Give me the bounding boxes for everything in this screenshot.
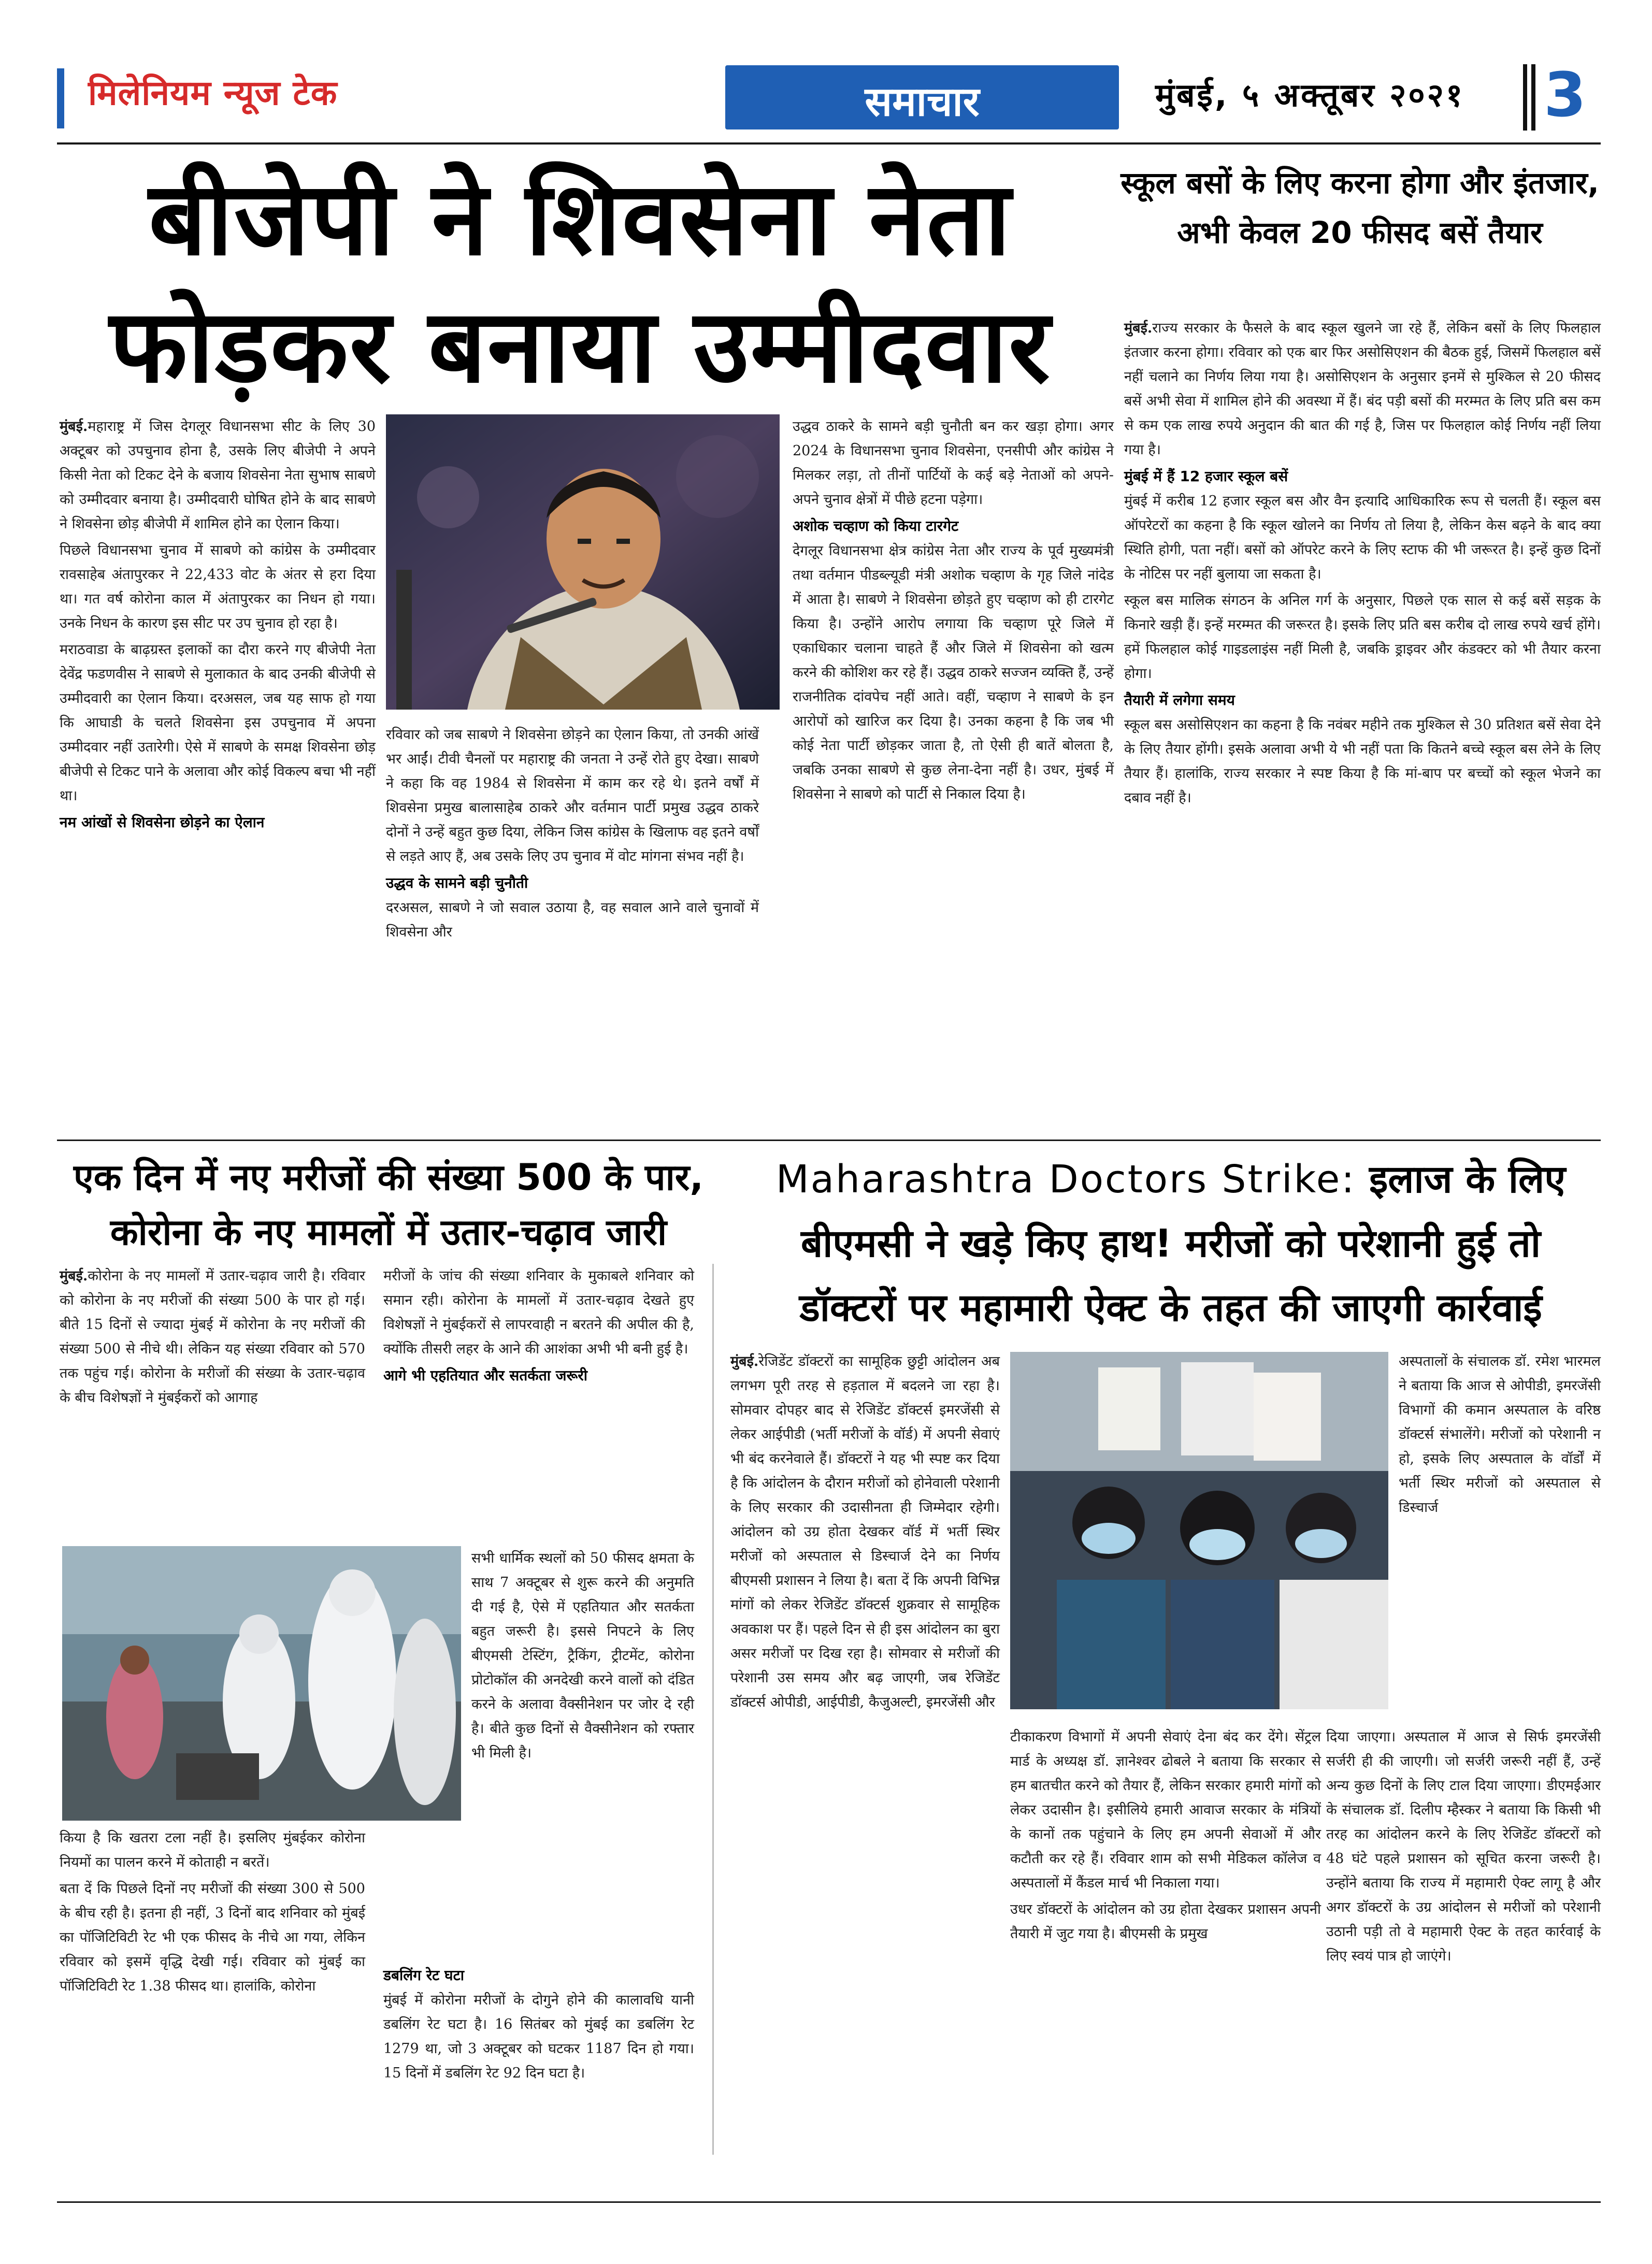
dateline: मुंबई. [1124,320,1153,336]
column-rule [712,1264,714,2155]
main-story-column-1 [60,414,376,835]
main-story-paragraph: रविवार को जब साबणे ने शिवसेना छोड़ने का ऐलान किया, तो उनकी आंखें भर आईं। टीवी चैनलों पर महाराष्ट्र की जनता ने उन्हें रोते हुए देखा। साबणे ने कहा कि वह 1984 से शिवसेना में काम कर रहे थे। इतने वर्षों में शिवसेना प्रमुख बालासाहेब ठाकरे और वर्तमान पार्टी प्रमुख उद्धव ठाकरे दोनों ने उन्हें बहुत कुछ दिया, लेकिन जिस कांग्रेस के खिलाफ वह इतने वर्षों से लड़ते आए हैं, अब उसके लिए उप चुनाव में वोट मांगना संभव नहीं है। [386,727,759,864]
main-story-paragraph: उद्धव ठाकरे के सामने बड़ी चुनौती बन कर खड़ा होगा। अगर 2024 के विधानसभा चुनाव शिवसेना, एनसीपी और कांग्रेस ने मिलकर लड़ा, तो तीनों पार्टियों के कई बड़े नेताओं को अपने-अपने चुनाव क्षेत्रों में पीछे हटना पड़ेगा। [793,419,1114,508]
covid-story-column-2b [471,1546,694,1767]
section-banner [725,65,1119,129]
strike-story-column-2 [1010,1725,1321,1948]
strike-story-paragraph: मुंबई.रेजिडेंट डॉक्टरों का सामूहिक छुट्टी आंदोलन अब लगभग पूरी तरह से हड़ताल में बदलने जा रहा है। सोमवार दोपहर बाद से रेजिडेंट डॉक्टर्स इमरजेंसी से लेकर आईपीडी (भर्ती मरीजों के वॉर्ड) में अपनी सेवाएं भी बंद करनेवाले हैं। डॉक्टरों ने यह भी स्पष्ट कर दिया है कि आंदोलन के दौरान मरीजों को होनेवाली परेशानी के लिए सरकार की उदासीनता ही जिम्मेदार रहेगी। आंदोलन को उग्र होता देखकर वॉर्ड में भर्ती स्थिर मरीजों को अस्पताल से डिस्चार्ज देने का निर्णय बीएमसी प्रशासन ने लिया है। बता दें कि अपनी विभिन्न मांगों को लेकर रेजिडेंट डॉक्टर्स शुक्रवार से सामूहिक अवकाश पर हैं। पहले दिन से ही इस आंदोलन का बुरा असर मरीजों पर दिख रहा है। सोमवार से मरीजों की परेशानी उस समय और बढ़ जाएगी, जब रेजिडेंट डॉक्टर्स ओपीडी, आईपीडी, कैजुअल्टी, इमरजेंसी और [730,1353,1000,1710]
main-story-column-2 [386,723,759,946]
strike-story-headline [736,1147,1606,1340]
strike-story-paragraph: अस्पतालों के संचालक डॉ. रमेश भारमल ने बताया कि आज से ओपीडी, इमरजेंसी विभागों की कमान अस्पताल के वरिष्ठ डॉक्टर्स संभालेंगे। मरीजों को परेशानी न हो, इसके लिए अस्पताल के वॉर्डों में भर्ती स्थिर मरीजों को अस्पताल से डिस्चार्ज [1399,1353,1601,1516]
covid-story-column-2 [383,1264,694,1388]
bus-story-body [1124,316,1601,812]
masthead-divider [57,142,1601,145]
main-story-paragraph: मराठवाडा के बाढ़ग्रस्त इलाकों का दौरा करने गए बीजेपी नेता देवेंद्र फडणवीस ने साबणे से मुलाकात के बाद उनकी बीजेपी से उम्मीदवारी का ऐलान किया। दरअसल, जब यह साफ हो गया कि आघाडी के चलते शिवसेना इस उपचुनाव में अपना उम्मीदवार नहीं उतारेगी। ऐसे में साबणे के समक्ष शिवसेना छोड़ बीजेपी से टिकट पाने के अलावा और कोई विकल्प बचा भी नहीं था। [60,642,376,804]
strike-story-column-3b [1326,1725,1601,1970]
main-story-column-3 [793,414,1114,809]
covid-story-paragraph: मुंबई.कोरोना के नए मामलों में उतार-चढ़ाव जारी है। रविवार को कोरोना के नए मरीजों की संख्या 500 के पार हो गई। बीते 15 दिनों से ज्यादा मुंबई में कोरोना के नए मरीजों की संख्या 500 से नीचे थी। लेकिन यह संख्या रविवार को 570 तक पहुंच गई। कोरोना के मरीजों की संख्या के उतार-चढ़ाव के बीच विशेषज्ञों ने मुंबईकरों को आगाह [60,1268,365,1406]
covid-story-subhead: डबलिंग रेट घटा [383,1967,464,1984]
bus-story-subhead: तैयारी में लगेगा समय [1124,691,1235,709]
doctors-protest-photo [1010,1352,1388,1709]
bus-story-paragraph: स्कूल बस मालिक संगठन के अनिल गर्ग के अनुसार, पिछले एक साल से कई बसें सड़क के किनारे खड़ी हैं। इन्हें मरम्मत की जरूरत है। इसके लिए प्रति बस करीब दो लाख रुपये खर्च होंगे। हमें फिलहाल कोई गाइडलाइंस नहीं मिली है, जबकि ड्राइवर और कंडक्टर को भी तैयार करना होगा। [1124,593,1601,682]
bus-story-paragraph: स्कूल बस असोसिएशन का कहना है कि नवंबर महीने तक मुश्किल से 30 प्रतिशत बसें सेवा देने के लिए तैयार होंगी। इसके अलावा अभी ये भी नहीं पता कि कितने बच्चे स्कूल बस लेने के लिए तैयार हैं। हालांकि, राज्य सरकार ने स्पष्ट किया है कि मां-बाप पर बच्चों को स्कूल भेजने का दबाव नहीं है। [1124,717,1601,806]
covid-story-paragraph: मुंबई में कोरोना मरीजों के दोगुने होने की कालावधि यानी डबलिंग रेट घटा है। 16 सितंबर को मुंबई का डबलिंग रेट 1279 था, जो 3 अक्टूबर को घटकर 1187 दिन हो गया। 15 दिनों में डबलिंग रेट 92 दिन घटा है। [383,1992,694,2081]
masthead-date: मुंबई, ५ अक्तूबर २०२१ [1155,76,1465,114]
dateline: मुंबई. [730,1353,759,1369]
strike-story-column-3 [1399,1349,1601,1522]
page-bottom-rule [57,2201,1601,2203]
main-story-subhead: अशोक चव्हाण को किया टारगेट [793,517,959,535]
strike-story-column-1 [730,1349,1000,1717]
main-story-paragraph: मुंबई.महाराष्ट्र में जिस देगलूर विधानसभा सीट के लिए 30 अक्टूबर को उपचुनाव होना है, उसके लिए बीजेपी ने अपने किसी नेता को टिकट देने के बजाय शिवसेना नेता सुभाष साबणे को उम्मीदवार बनाया है। उम्मीदवारी घोषित होने के बाद साबणे ने शिवसेना छोड़ बीजेपी में शामिल होने का ऐलान किया। [60,419,376,532]
brand-name: मिलेनियम न्यूज टेक [88,73,338,113]
main-headline-line2: फोड़कर बनाया उम्मीदवार [109,287,1051,406]
covid-story-paragraph: सभी धार्मिक स्थलों को 50 फीसद क्षमता के साथ 7 अक्टूबर से शुरू करने की अनुमति दी गई है, ऐसे में एहतियात और सतर्कता बहुत जरूरी है। इससे निपटने के लिए बीएमसी टेस्टिंग, ट्रैकिंग, ट्रीटमेंट, कोरोना प्रोटोकॉल की अनदेखी करने वालों को दंडित करने के अलावा वैक्सीनेशन पर जोर दे रही है। बीते कुछ दिनों से वैक्सीनेशन को रफ्तार भी मिली है। [471,1550,694,1761]
covid-headline-line1: एक दिन में नए मरीजों की संख्या 500 के पार, [74,1156,703,1199]
strike-headline-english: Maharashtra Doctors Strike: [775,1157,1356,1202]
covid-story-paragraph: बता दें कि पिछले दिनों नए मरीजों की संख्या 300 से 500 के बीच रही है। इतना ही नहीं, 3 दिनों बाद शनिवार को मुंबई का पॉजिटिविटी रेट भी एक फीसद के नीचे आ गया, लेकिन रविवार को इसमें वृद्धि देखी गई। रविवार को मुंबई का पॉजिटिविटी रेट 1.38 फीसद था। हालांकि, कोरोना [60,1881,365,1994]
page-rule [1523,64,1527,131]
main-story-paragraph: दरअसल, साबणे ने जो सवाल उठाया है, वह सवाल आने वाले चुनावों में शिवसेना और [386,900,759,940]
dateline: मुंबई. [60,419,88,435]
strike-story-paragraph: दिया जाएगा। अस्पताल में आज से सिर्फ इमरजेंसी सर्जरी ही की जाएगी। जो सर्जरी जरूरी नहीं हैं, उन्हें अन्य कुछ दिनों के लिए टाल दिया जाएगा। डीएमईआर के संचालक डॉ. दिलीप म्हैस्कर ने बताया कि किसी भी तरह का आंदोलन करने के लिए रेजिडेंट डॉक्टरों को 48 घंटे पहले प्रशासन को सूचित करना जरूरी है। उन्होंने बताया कि राज्य में महामारी ऐक्ट लागू है और अगर डॉक्टरों के उग्र आंदोलन से मरीजों को परेशानी उठानी पड़ी तो वे महामारी ऐक्ट के तहत कार्रवाई के लिए स्वयं पात्र हो जाएंगे। [1326,1729,1601,1964]
strike-story-paragraph: टीकाकरण विभागों में अपनी सेवाएं देना बंद कर देंगे। सेंट्रल मार्ड के अध्यक्ष डॉ. ज्ञानेश्वर ढोबले ने बताया कि सरकार से हम बातचीत करने को तैयार हैं, लेकिन सरकार हमारी मांगों को लेकर उदासीन है। इसीलिये हमारी आवाज सरकार के मंत्रियों के कानों तक पहुंचाने के लिए हम अपनी सेवाओं में और कटौती कर रहे हैं। रविवार शाम को सभी मेडिकल कॉलेज व अस्पतालों में कैंडल मार्च भी निकाला गया। [1010,1729,1321,1891]
bus-story-paragraph: मुंबई में करीब 12 हजार स्कूल बस और वैन इत्यादि आधिकारिक रूप से चलती हैं। स्कूल बस ऑपरेटरों का कहना है कि स्कूल खोलने का निर्णय तो लिया है, लेकिन केस बढ़ने के बाद क्या स्थिति होगी, पता नहीं। बसों को ऑपरेट करने के लिए स्टाफ की भी जरूरत है। इन्हें कुछ दिनों के नोटिस पर नहीं बुलाया जा सकता है। [1124,493,1601,582]
dateline: मुंबई. [60,1268,88,1284]
main-headline [62,155,1098,410]
covid-story-paragraph: किया है कि खतरा टला नहीं है। इसलिए मुंबईकर कोरोना नियमों का पालन करने में कोताही न बरतें। [60,1830,365,1870]
covid-testing-photo [62,1546,461,1821]
covid-story-headline [57,1150,720,1260]
main-headline-line1: बीजेपी ने शिवसेना नेता [148,160,1012,278]
strike-story-paragraph: उधर डॉक्टरों के आंदोलन को उग्र होता देखकर प्रशासन अपनी तैयारी में जुट गया है। बीएमसी के प्रमुख [1010,1901,1321,1942]
covid-story-column-1 [60,1264,365,1412]
section-title: समाचार [865,79,980,125]
covid-headline-line2: कोरोना के नए मामलों में उतार-चढ़ाव जारी [110,1211,667,1253]
strike-headline-hindi: इलाज के लिए [1356,1157,1566,1202]
covid-story-paragraph: मरीजों के जांच की संख्या शनिवार के मुकाबले शनिवार को समान रही। कोरोना के मामलों में उतार-चढ़ाव देखते हुए विशेषज्ञों ने मुंबईकरों से लापरवाही न बरतने की अपील की है, क्योंकि तीसरी लहर के आने की आशंका अभी भी बनी हुई है। [383,1268,694,1357]
main-story-paragraph: देगलूर विधानसभा क्षेत्र कांग्रेस नेता और राज्य के पूर्व मुख्यमंत्री तथा वर्तमान पीडब्ल्यूडी मंत्री अशोक चव्हाण के गृह जिले नांदेड में आता है। साबणे ने शिवसेना छोड़ते हुए चव्हाण को ही टारगेट किया है। उन्होंने आरोप लगाया कि चव्हाण पूरे जिले में एकाधिकार चलाना चाहते हैं और जिले में शिवसेना को खत्म करने की कोशिश कर रहे हैं। उद्धव ठाकरे सज्जन व्यक्ति हैं, उन्हें राजनीतिक दांवपेच नहीं आते। वहीं, चव्हाण ने साबणे के इन आरोपों को खारिज कर दिया है। उनका कहना है कि जब भी कोई नेता पार्टी छोड़कर जाता है, तो ऐसी ही बातें बोलता है, जबकि उनका साबणे से कुछ लेना-देना नहीं है। उधर, मुंबई में शिवसेना ने साबणे को पार्टी से निकाल दिया है। [793,543,1114,802]
page-rule [1531,64,1535,131]
main-story-subhead: नम आंखों से शिवसेना छोड़ने का ऐलान [60,814,265,831]
bus-story-headline: स्कूल बसों के लिए करना होगा और इंतजार, अभी केवल 20 फीसद बसें तैयार [1121,165,1599,250]
politician-photo [386,414,780,710]
main-story-paragraph: पिछले विधानसभा चुनाव में साबणे को कांग्रेस के उम्मीदवार रावसाहेब अंतापुरकर ने 22,433 वोट के अंतर से हरा दिया था। गत वर्ष कोरोना काल में अंतापुरकर का निधन हो गया। उनके निधन के कारण इस सीट पर उप चुनाव हो रहा है। [60,542,376,631]
brand-accent-bar [57,68,64,128]
page-number: 3 [1544,59,1587,131]
main-story-subhead: उद्धव के सामने बड़ी चुनौती [386,874,528,891]
bus-story-paragraph: मुंबई.राज्य सरकार के फैसले के बाद स्कूल खुलने जा रहे हैं, लेकिन बसों के लिए फिलहाल इंतजार करना होगा। रविवार को एक बार फिर असोसिएशन की बैठक हुई, जिसमें फिलहाल बसें नहीं चलाने का निर्णय लिया गया है। असोसिएशन के अनुसार इनमें से मुश्किल से 20 फीसद बसें अभी सेवा में शामिल होने की अवस्था में हैं। बंद पड़ी बसों की मरम्मत के लिए प्रति बस कम से कम एक लाख रुपये अनुदान की बात की गई है, जिस पर फिलहाल कोई निर्णय नहीं लिया गया है। [1124,320,1601,458]
strike-headline-line3: डॉक्टरों पर महामारी ऐक्ट के तहत की जाएगी कार्रवाई [799,1286,1542,1330]
covid-story-column-1b [60,1826,365,2000]
bus-story-subhead: मुंबई में हैं 12 हजार स्कूल बसें [1124,468,1288,485]
strike-headline-line2: बीएमसी ने खड़े किए हाथ! मरीजों को परेशानी हुई तो [800,1221,1541,1266]
covid-story-column-2c [383,1963,694,2087]
section-divider [57,1140,1601,1141]
masthead [57,61,1601,139]
covid-story-subhead: आगे भी एहतियात और सतर्कता जरूरी [383,1367,588,1384]
